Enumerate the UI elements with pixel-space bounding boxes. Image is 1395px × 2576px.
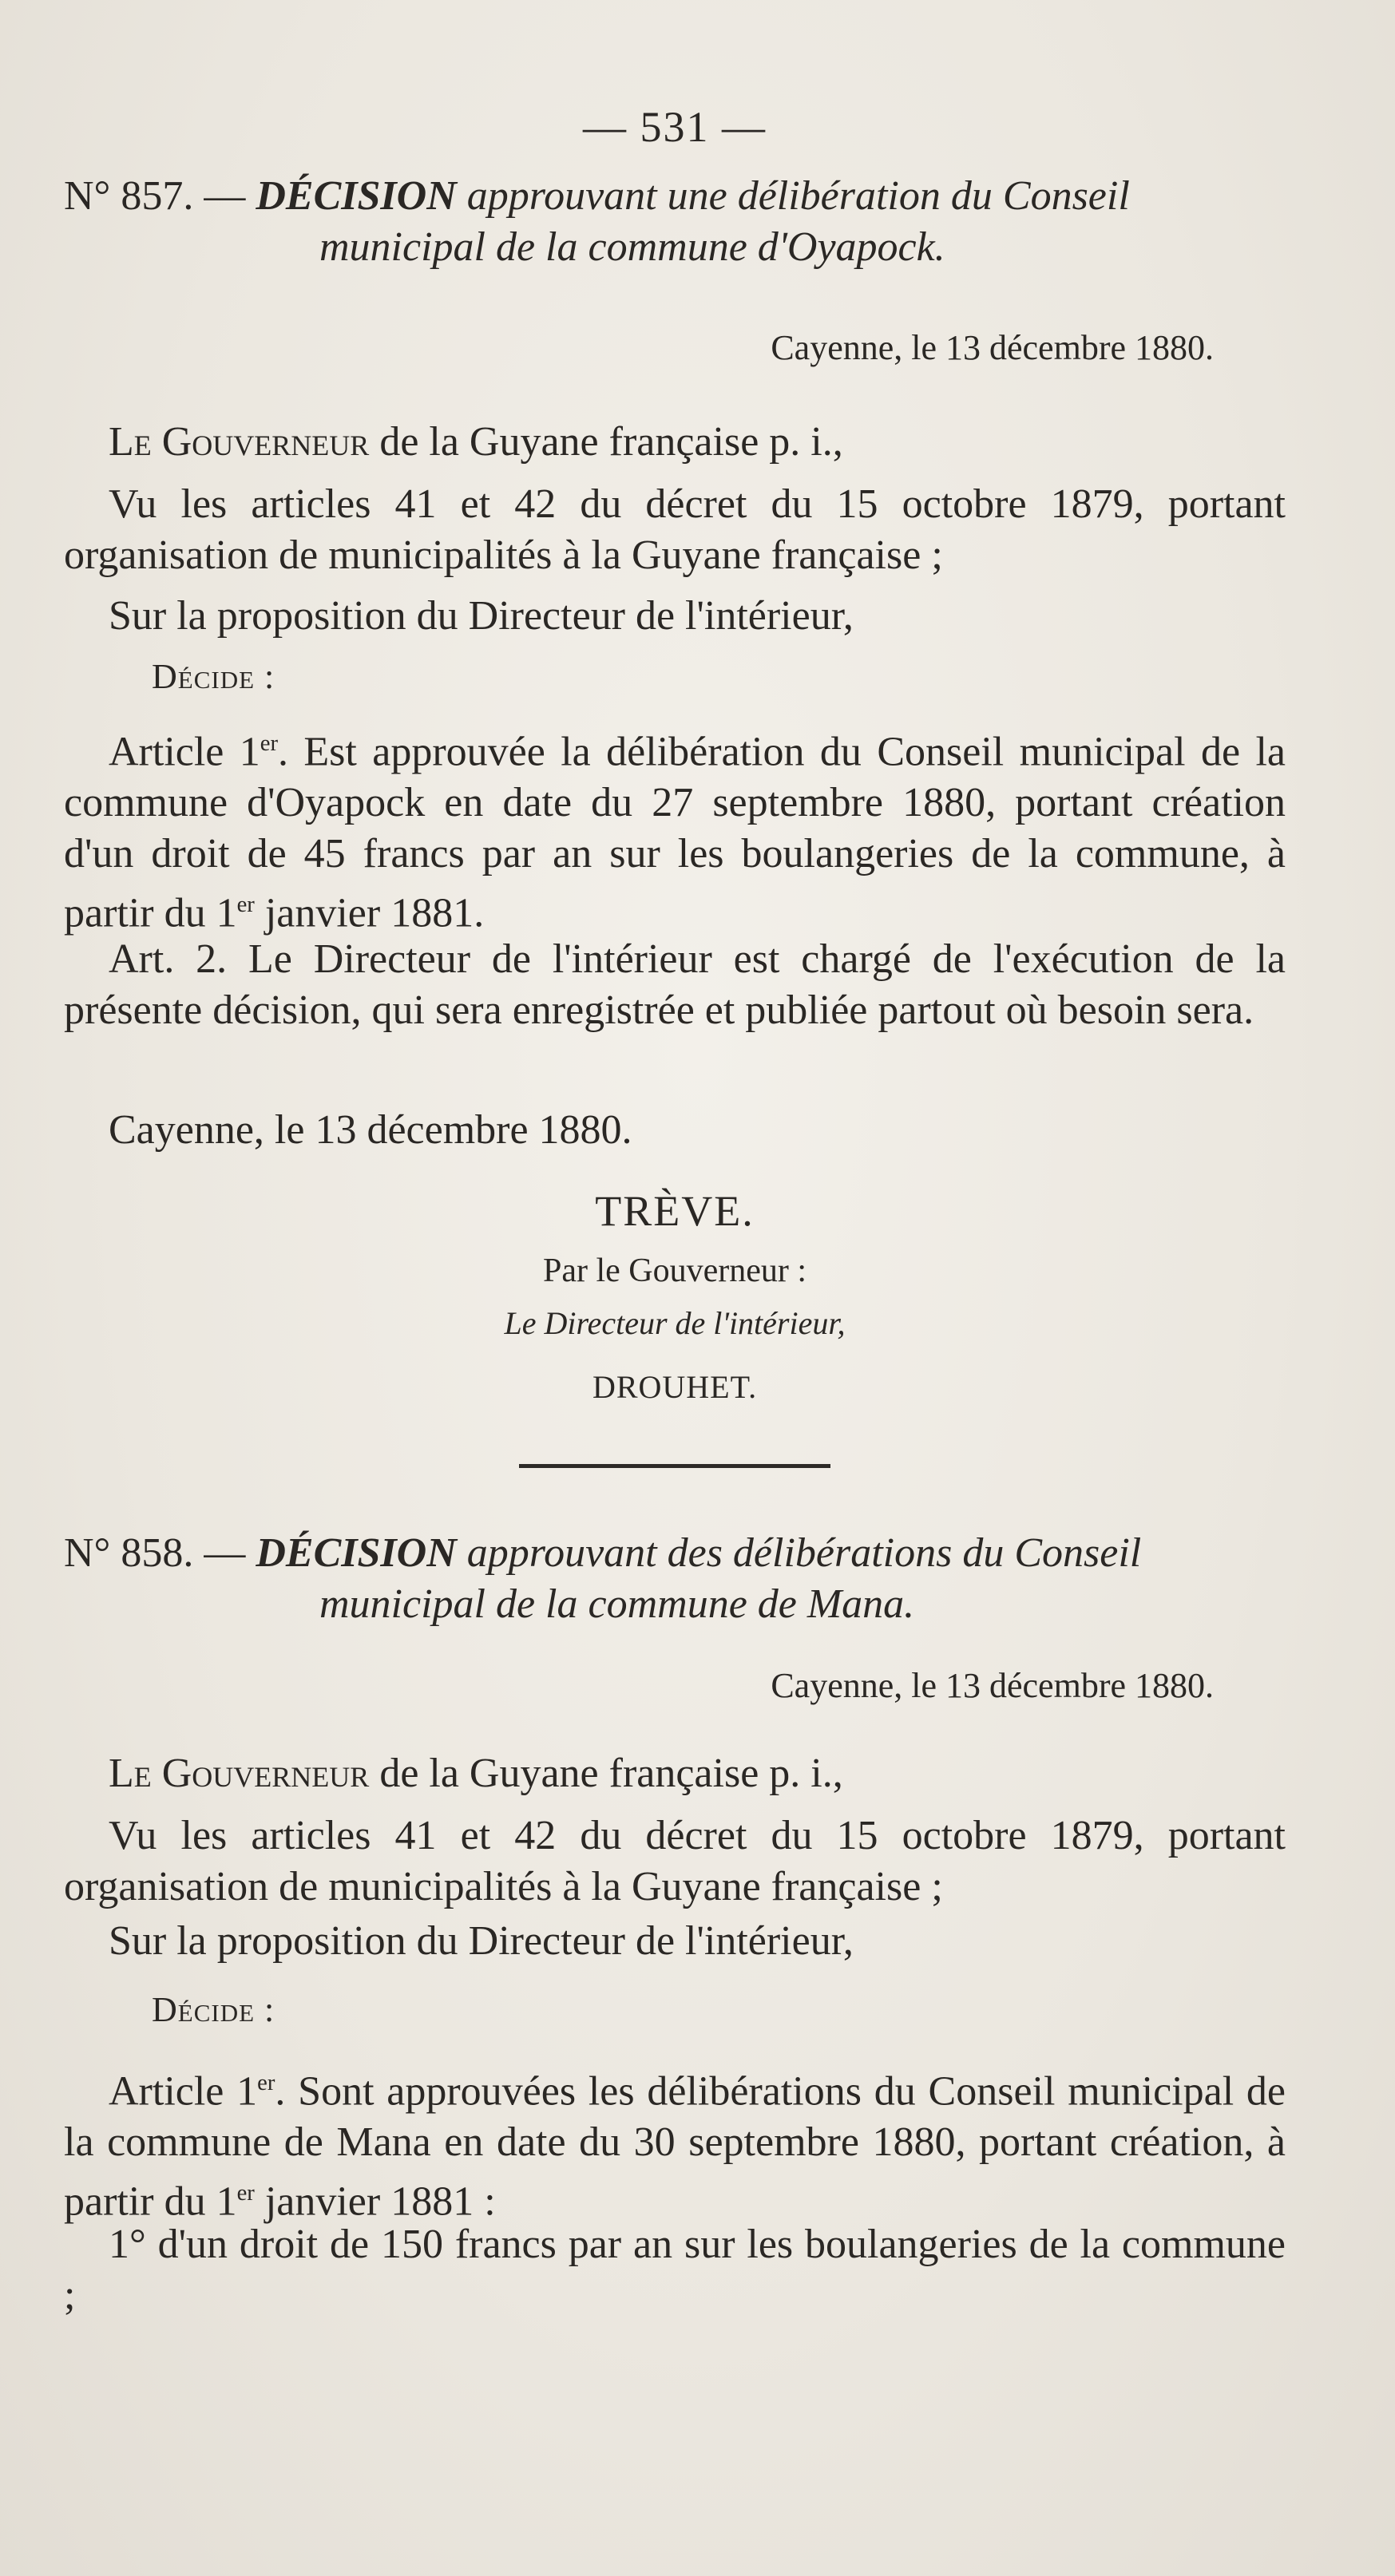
article1-sup: er — [257, 2071, 275, 2095]
decision-857-dateline: Cayenne, le 13 décembre 1880. — [771, 328, 1214, 367]
decision-858-article1 — [64, 2058, 1286, 2228]
article1-sup: er — [260, 731, 278, 756]
article1-sup2: er — [236, 892, 255, 918]
decision-857-article2: Art. 2. Le Directeur de l'intérieur est chargé de l'exécution de la présente décision, qui sera enregistrée et publiée partout où besoin sera. — [64, 936, 1286, 1033]
governor-lead: Le Gouverneur — [109, 1751, 370, 1796]
decision-858-governor — [64, 1748, 1286, 1799]
decision-title: approuvant des délibérations du Conseil — [466, 1530, 1142, 1576]
article1-end: janvier 1881 : — [254, 2178, 496, 2225]
governor-lead: Le Gouverneur — [109, 419, 370, 465]
decision-858-item1: 1° d'un droit de 150 francs par an sur les boulangeries de la commune ; — [64, 2222, 1286, 2318]
decision-857-heading — [64, 171, 1286, 273]
article1-text: . Est approuvée la délibération du Conseil municipal de la commune d'Oyapock en date du 27 septembre 1880, portant création d'un droit de 45 francs par an sur les boulangeries de la commune, à partir du 1 — [64, 729, 1286, 936]
decision-858-decide: Décide : — [152, 1990, 275, 2029]
article1-sup2: er — [236, 2181, 255, 2206]
decision-857-closing-date: Cayenne, le 13 décembre 1880. — [109, 1107, 632, 1153]
heading-dash: — — [204, 173, 246, 219]
decision-858-dateline: Cayenne, le 13 décembre 1880. — [771, 1666, 1214, 1705]
decision-857-name: DROUHET. — [592, 1369, 758, 1405]
decision-857-vu: Vu les articles 41 et 42 du décret du 15 octobre 1879, portant organisation de municipalités à la Guyane française ; — [64, 481, 1286, 578]
heading-dash: — — [204, 1530, 246, 1576]
decision-number: N° 857. — [64, 173, 194, 219]
article1-prefix: Article 1 — [109, 729, 260, 775]
decision-lead: DÉCISION — [256, 1530, 457, 1576]
decision-857-decide: Décide : — [152, 657, 275, 696]
decision-858-sur: Sur la proposition du Directeur de l'intérieur, — [109, 1918, 854, 1964]
decision-lead: DÉCISION — [256, 173, 457, 219]
article1-end: janvier 1881. — [254, 890, 485, 936]
article1-prefix: Article 1 — [109, 2068, 258, 2115]
decision-857-directeur: Le Directeur de l'intérieur, — [504, 1305, 846, 1341]
decision-857-sur: Sur la proposition du Directeur de l'intérieur, — [109, 593, 854, 639]
decision-title: approuvant une délibération du Conseil — [466, 173, 1130, 219]
decision-857-signature: TRÈVE. — [595, 1187, 755, 1235]
decision-title-line2: municipal de la commune d'Oyapock. — [319, 224, 945, 270]
governor-rest: de la Guyane française p. i., — [379, 1751, 843, 1796]
decision-857-article1 — [64, 718, 1286, 940]
decision-858-vu: Vu les articles 41 et 42 du décret du 15 octobre 1879, portant organisation de municipalités à la Guyane française ; — [64, 1813, 1286, 1909]
page-number: — 531 — — [583, 103, 767, 151]
decision-858-heading — [64, 1528, 1286, 1630]
section-divider — [519, 1464, 830, 1468]
decision-857-governor — [64, 417, 1286, 468]
decision-857-par: Par le Gouverneur : — [542, 1252, 807, 1289]
decision-title-line2: municipal de la commune de Mana. — [319, 1581, 915, 1627]
decision-number: N° 858. — [64, 1530, 194, 1576]
governor-rest: de la Guyane française p. i., — [379, 419, 843, 465]
article1-text: . Sont approuvées les délibérations du Conseil municipal de la commune de Mana en date du 30 septembre 1880, portant création, à partir du 1 — [64, 2068, 1286, 2225]
